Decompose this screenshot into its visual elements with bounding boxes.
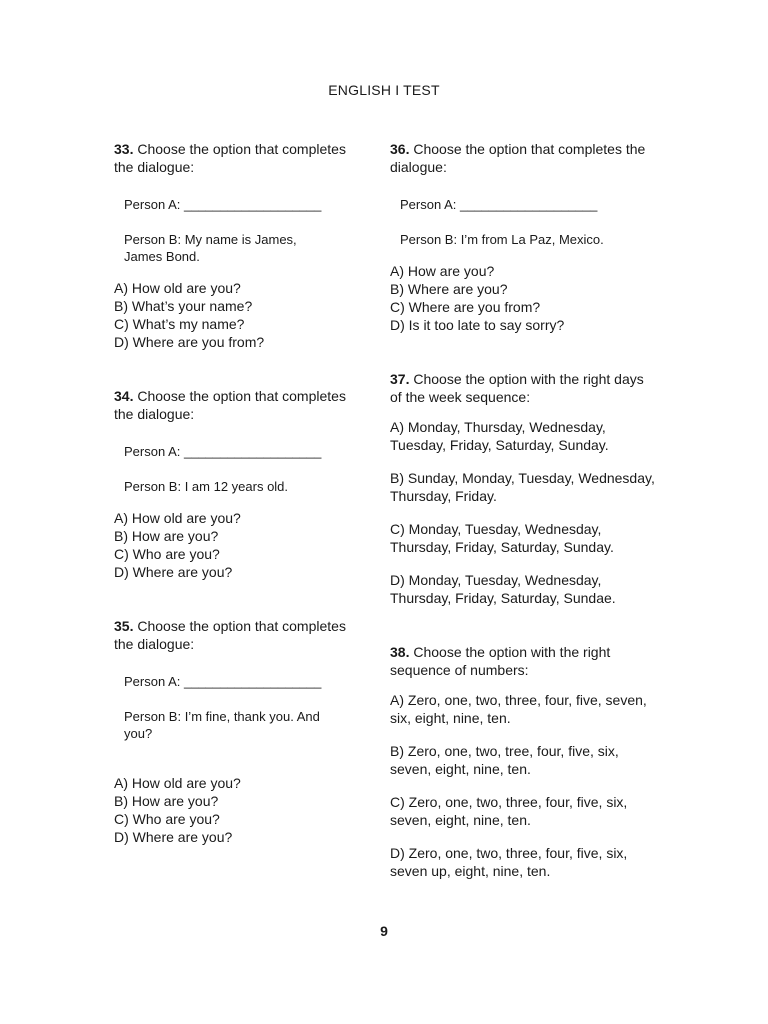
option-a[interactable]: A) How old are you? <box>114 280 241 296</box>
dialogue <box>400 196 658 248</box>
option-b[interactable]: B) How are you? <box>114 528 219 544</box>
option-d[interactable]: D) Where are you? <box>114 829 233 845</box>
question-prompt <box>390 643 658 679</box>
question-35 <box>114 617 364 846</box>
option-a[interactable]: A) Monday, Thursday, Wednesday, Tuesday, Friday, Saturday, Sunday. <box>390 419 609 453</box>
question-prompt <box>390 370 658 406</box>
person-a-line: Person A: ___________________ <box>124 444 322 459</box>
question-prompt <box>114 140 364 176</box>
option-a[interactable]: A) How are you? <box>390 263 495 279</box>
options-list <box>390 262 658 334</box>
page-number: 9 <box>380 923 388 939</box>
question-number: 36. <box>390 141 410 157</box>
question-text: Choose the option with the right sequence of numbers: <box>390 644 611 678</box>
question-number: 33. <box>114 141 134 157</box>
person-b-line: Person B: I’m from La Paz, Mexico. <box>400 232 604 247</box>
dialogue <box>124 443 364 495</box>
page-title: ENGLISH I TEST <box>328 82 440 98</box>
option-c[interactable]: C) Who are you? <box>114 811 220 827</box>
person-b-line: Person B: My name is James, James Bond. <box>124 232 297 264</box>
option-d[interactable]: D) Where are you from? <box>114 334 265 350</box>
option-b[interactable]: B) How are you? <box>114 793 219 809</box>
person-a-line: Person A: ___________________ <box>400 197 598 212</box>
question-number: 38. <box>390 644 410 660</box>
question-prompt <box>114 387 364 423</box>
options-list <box>114 509 364 581</box>
option-a[interactable]: A) How old are you? <box>114 775 241 791</box>
question-33 <box>114 140 364 351</box>
option-a[interactable]: A) How old are you? <box>114 510 241 526</box>
options-list <box>114 279 364 351</box>
question-number: 34. <box>114 388 134 404</box>
question-36 <box>390 140 658 334</box>
option-b[interactable]: B) Zero, one, two, tree, four, five, six, seven, eight, nine, ten. <box>390 743 619 777</box>
option-b[interactable]: B) What’s your name? <box>114 298 253 314</box>
question-37 <box>390 370 658 607</box>
question-prompt <box>114 617 364 653</box>
person-b-line: Person B: I’m fine, thank you. And you? <box>124 709 320 741</box>
option-a[interactable]: A) Zero, one, two, three, four, five, seven, six, eight, nine, ten. <box>390 692 647 726</box>
left-column <box>114 140 364 846</box>
option-c[interactable]: C) Zero, one, two, three, four, five, six, seven, eight, nine, ten. <box>390 794 628 828</box>
options-list <box>114 774 364 846</box>
option-d[interactable]: D) Is it too late to say sorry? <box>390 317 565 333</box>
option-d[interactable]: D) Where are you? <box>114 564 233 580</box>
option-b[interactable]: B) Sunday, Monday, Tuesday, Wednesday, Thursday, Friday. <box>390 470 655 504</box>
question-number: 35. <box>114 618 134 634</box>
question-text: Choose the option that completes the dialogue: <box>114 141 346 175</box>
question-text: Choose the option that completes the dialogue: <box>114 618 346 652</box>
option-c[interactable]: C) Who are you? <box>114 546 220 562</box>
option-d[interactable]: D) Monday, Tuesday, Wednesday, Thursday, Friday, Saturday, Sundae. <box>390 572 616 606</box>
person-a-line: Person A: ___________________ <box>124 197 322 212</box>
question-38 <box>390 643 658 880</box>
question-34 <box>114 387 364 581</box>
option-d[interactable]: D) Zero, one, two, three, four, five, six, seven up, eight, nine, ten. <box>390 845 628 879</box>
question-text: Choose the option with the right days of the week sequence: <box>390 371 644 405</box>
question-prompt <box>390 140 658 176</box>
option-c[interactable]: C) Where are you from? <box>390 299 541 315</box>
question-text: Choose the option that completes the dialogue: <box>390 141 646 175</box>
question-number: 37. <box>390 371 410 387</box>
option-c[interactable]: C) Monday, Tuesday, Wednesday, Thursday, Friday, Saturday, Sunday. <box>390 521 614 555</box>
option-b[interactable]: B) Where are you? <box>390 281 508 297</box>
option-c[interactable]: C) What’s my name? <box>114 316 245 332</box>
person-b-line: Person B: I am 12 years old. <box>124 479 289 494</box>
question-text: Choose the option that completes the dialogue: <box>114 388 346 422</box>
dialogue <box>124 196 364 265</box>
right-column <box>390 140 658 880</box>
dialogue <box>124 673 364 742</box>
person-a-line: Person A: ___________________ <box>124 674 322 689</box>
